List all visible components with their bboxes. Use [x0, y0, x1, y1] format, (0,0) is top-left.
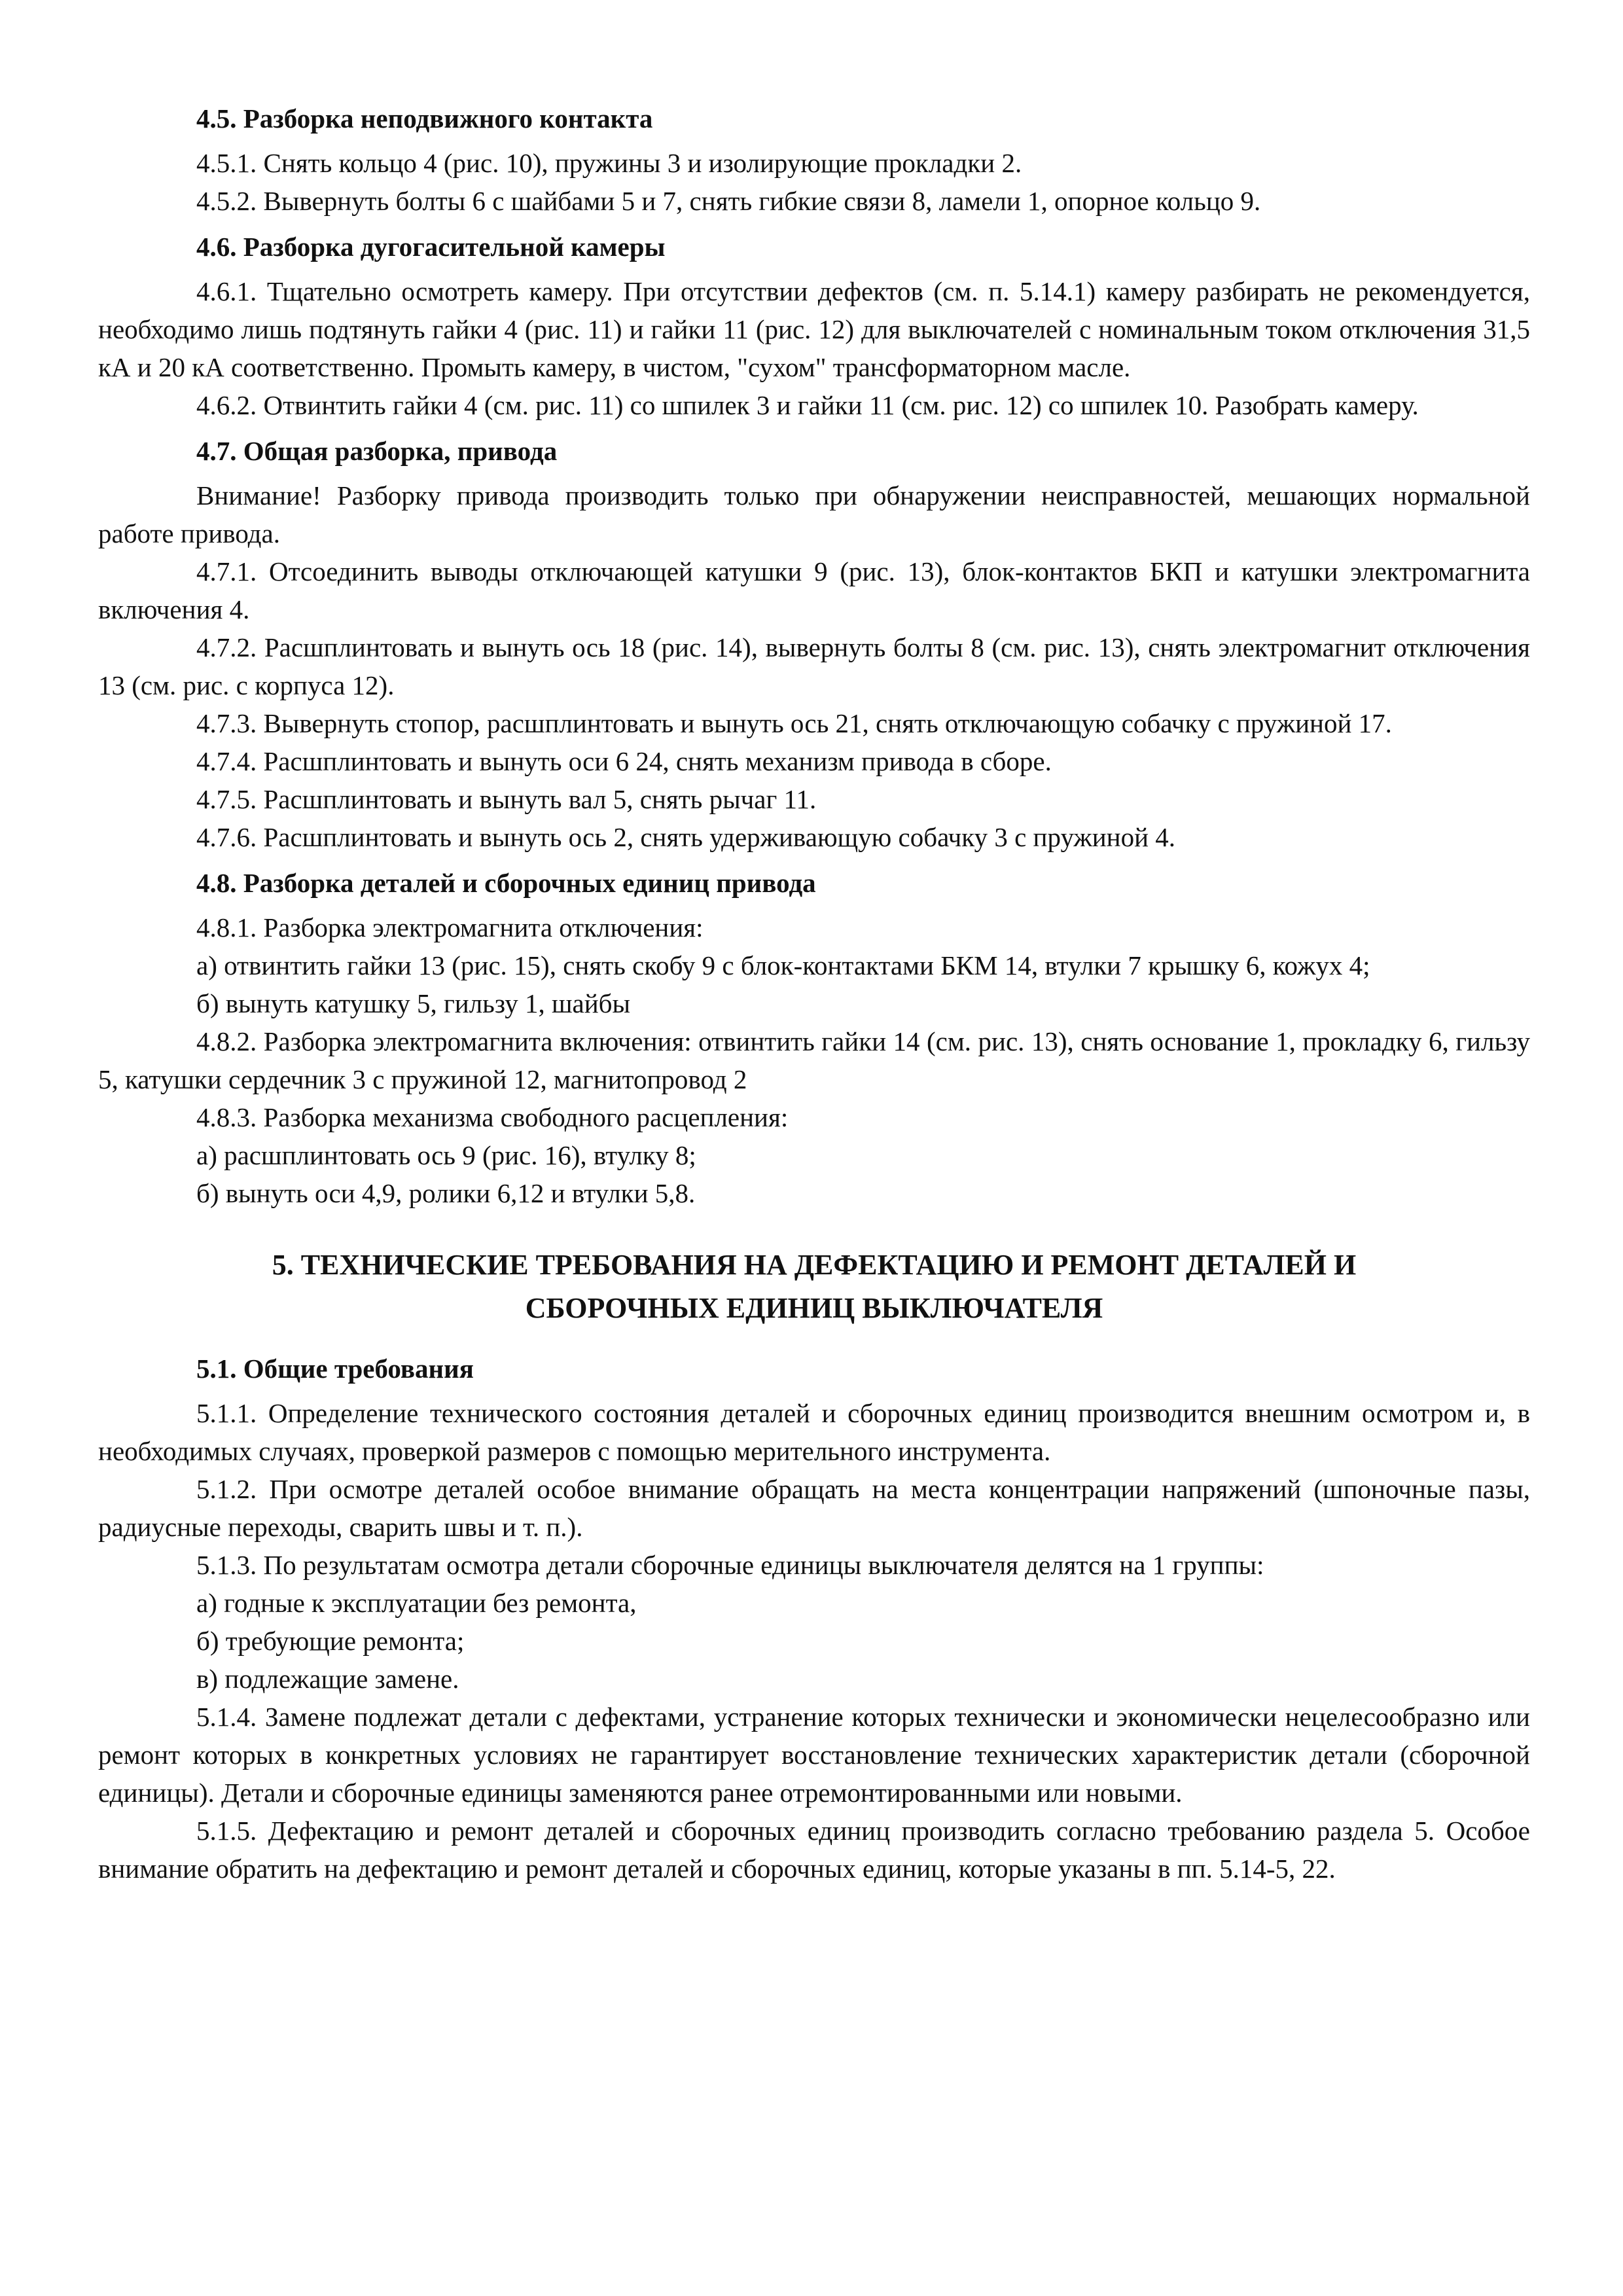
chapter-title-line-1: 5. ТЕХНИЧЕСКИЕ ТРЕБОВАНИЯ НА ДЕФЕКТАЦИЮ И РЕМОНТ ДЕТАЛЕЙ И	[272, 1249, 1357, 1281]
paragraph-4-7-2: 4.7.2. Расшплинтовать и вынуть ось 18 (рис. 14), вывернуть болты 8 (см. рис. 13), снять электромагнит отключения 13 (см. рис. с корпуса 12).	[98, 632, 1530, 700]
paragraph-4-8-1: 4.8.1. Разборка электромагнита отключения:	[196, 912, 704, 942]
paragraph-4-8-2: 4.8.2. Разборка электромагнита включения: отвинтить гайки 14 (см. рис. 13), снять основание 1, прокладку 6, гильзу 5, катушки сердечник 3 с пружиной 12, магнитопровод 2	[98, 1026, 1530, 1094]
paragraph-4-6-2: 4.6.2. Отвинтить гайки 4 (см. рис. 11) со шпилек 3 и гайки 11 (см. рис. 12) со шпилек 10. Разобрать камеру.	[196, 390, 1419, 420]
paragraph-4-8-3-a: а) расшплинтовать ось 9 (рис. 16), втулку 8;	[196, 1140, 696, 1170]
section-heading-5-1: 5.1. Общие требования	[196, 1354, 474, 1384]
paragraph-4-8-1-a: а) отвинтить гайки 13 (рис. 15), снять скобу 9 с блок-контактами БКМ 14, втулки 7 крышку 6, кожух 4;	[196, 950, 1370, 980]
paragraph-4-6-1: 4.6.1. Тщательно осмотреть камеру. При отсутствии дефектов (см. п. 5.14.1) камеру разбирать не рекомендуется, необходимо лишь подтянуть гайки 4 (рис. 11) и гайки 11 (рис. 12) для выключателей с номинальным током отключения 31,5 кА и 20 кА соответственно. Промыть камеру, в чистом, "сухом" трансформаторном масле.	[98, 276, 1530, 382]
section-heading-4-6: 4.6. Разборка дугогасительной камеры	[196, 232, 666, 262]
paragraph-4-7-1: 4.7.1. Отсоединить выводы отключающей катушки 9 (рис. 13), блок-контактов БКП и катушки электромагнита включения 4.	[98, 556, 1530, 624]
paragraph-5-1-1: 5.1.1. Определение технического состояния деталей и сборочных единиц производится внешним осмотром и, в необходимых случаях, проверкой размеров с помощью мерительного инструмента.	[98, 1398, 1530, 1466]
paragraph-4-8-1-b: б) вынуть катушку 5, гильзу 1, шайбы	[196, 988, 631, 1018]
section-heading-4-8: 4.8. Разборка деталей и сборочных единиц привода	[196, 868, 816, 898]
paragraph-4-8-3-b: б) вынуть оси 4,9, ролики 6,12 и втулки 5,8.	[196, 1178, 696, 1208]
paragraph-4-7-3: 4.7.3. Вывернуть стопор, расшплинтовать и вынуть ось 21, снять отключающую собачку с пружиной 17.	[196, 708, 1392, 738]
paragraph-5-1-5: 5.1.5. Дефектацию и ремонт деталей и сборочных единиц производить согласно требованию раздела 5. Особое внимание обратить на дефектацию и ремонт деталей и сборочных единиц, которые указаны в пп. 5.14-5, 22.	[98, 1816, 1530, 1884]
paragraph-4-5-1: 4.5.1. Снять кольцо 4 (рис. 10), пружины 3 и изолирующие прокладки 2.	[196, 148, 1022, 178]
paragraph-5-1-3: 5.1.3. По результатам осмотра детали сборочные единицы выключателя делятся на 1 группы:	[196, 1550, 1264, 1580]
document-page	[98, 92, 1530, 1888]
paragraph-4-5-2: 4.5.2. Вывернуть болты 6 с шайбами 5 и 7, снять гибкие связи 8, ламели 1, опорное кольцо 9.	[196, 186, 1261, 216]
paragraph-4-7-note: Внимание! Разборку привода производить только при обнаружении неисправностей, мешающих нормальной работе привода.	[98, 480, 1530, 548]
paragraph-5-1-3-c: в) подлежащие замене.	[196, 1664, 459, 1694]
section-heading-4-5: 4.5. Разборка неподвижного контакта	[196, 103, 653, 134]
paragraph-4-8-3: 4.8.3. Разборка механизма свободного расцепления:	[196, 1102, 789, 1132]
paragraph-5-1-2: 5.1.2. При осмотре деталей особое внимание обращать на места концентрации напряжений (шпоночные пазы, радиусные переходы, сварить швы и т. п.).	[98, 1474, 1530, 1542]
paragraph-4-7-4: 4.7.4. Расшплинтовать и вынуть оси 6 24, снять механизм привода в сборе.	[196, 746, 1052, 776]
chapter-title-line-2: СБОРОЧНЫХ ЕДИНИЦ ВЫКЛЮЧАТЕЛЯ	[525, 1292, 1103, 1324]
paragraph-4-7-5: 4.7.5. Расшплинтовать и вынуть вал 5, снять рычаг 11.	[196, 784, 817, 814]
chapter-title	[98, 1244, 1530, 1330]
paragraph-4-7-6: 4.7.6. Расшплинтовать и вынуть ось 2, снять удерживающую собачку 3 с пружиной 4.	[196, 822, 1176, 852]
paragraph-5-1-4: 5.1.4. Замене подлежат детали с дефектами, устранение которых технически и экономически нецелесообразно или ремонт которых в конкретных условиях не гарантирует восстановление технических характеристик детали (сборочной единицы). Детали и сборочные единицы заменяются ранее отремонтированными или новыми.	[98, 1702, 1530, 1808]
section-heading-4-7: 4.7. Общая разборка, привода	[196, 436, 558, 466]
paragraph-5-1-3-b: б) требующие ремонта;	[196, 1626, 465, 1656]
paragraph-5-1-3-a: а) годные к эксплуатации без ремонта,	[196, 1588, 637, 1618]
